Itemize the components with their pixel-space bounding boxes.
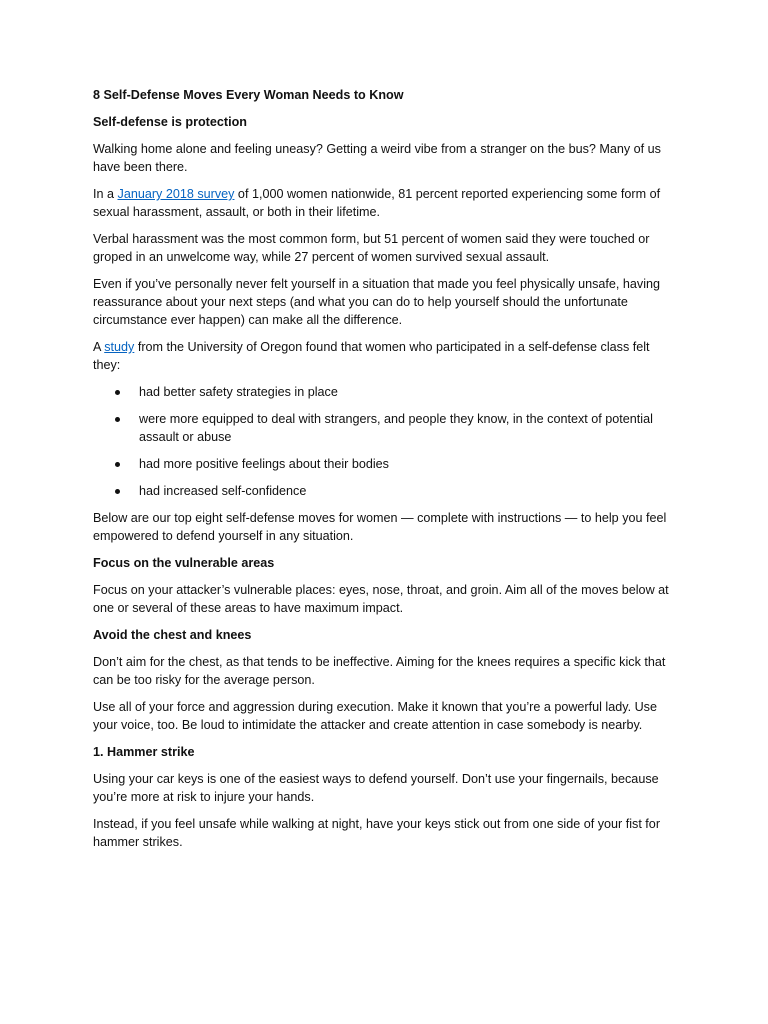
heading-hammer-strike: 1. Hammer strike: [93, 745, 195, 759]
paragraph-force-aggression: Use all of your force and aggression during execution. Make it known that you’re a powerful lady. Use your voice, too. Be loud to intimidate the attacker and create attention in case somebody is nearby.: [93, 700, 657, 732]
paragraph-survey-after: of 1,000 women nationwide, 81 percent reported experiencing some form of sexual harassment, assault, or both in their lifetime.: [93, 187, 661, 219]
list-item-text: had increased self-confidence: [139, 484, 307, 498]
heading-avoid-chest-knees: Avoid the chest and knees: [93, 628, 252, 642]
heading-self-defense-protection: Self-defense is protection: [93, 115, 247, 129]
paragraph-reassurance: Even if you’ve personally never felt yourself in a situation that made you feel physically unsafe, having reassurance about your next steps (and what you can do to help yourself should the unfortunate circumstance ever happen) can make all the difference.: [93, 277, 661, 327]
paragraph-study-after: from the University of Oregon found that women who participated in a self-defense class felt they:: [93, 340, 650, 372]
paragraph-car-keys: Using your car keys is one of the easiest ways to defend yourself. Don’t use your fingernails, because you’re more at risk to injure your hands.: [93, 772, 659, 804]
list-item: [93, 410, 678, 446]
list-item-text: were more equipped to deal with strangers, and people they know, in the context of potential assault or abuse: [139, 412, 653, 444]
benefits-list: [93, 383, 678, 500]
paragraph-top-moves: Below are our top eight self-defense moves for women — complete with instructions — to help you feel empowered to defend yourself in any situation.: [93, 511, 667, 543]
list-item-text: had better safety strategies in place: [139, 385, 338, 399]
study-link[interactable]: study: [104, 340, 135, 354]
bullet-icon: [115, 489, 120, 494]
paragraph-vulnerable-places: Focus on your attacker’s vulnerable places: eyes, nose, throat, and groin. Aim all of the moves below at one or several of these areas to have maximum impact.: [93, 583, 669, 615]
list-item: [93, 482, 678, 500]
document-title: 8 Self-Defense Moves Every Woman Needs to Know: [93, 88, 404, 102]
paragraph-chest-knees: Don’t aim for the chest, as that tends to be ineffective. Aiming for the knees requires a specific kick that can be too risky for the average person.: [93, 655, 666, 687]
survey-link[interactable]: January 2018 survey: [117, 187, 235, 201]
bullet-icon: [115, 462, 120, 467]
paragraph-survey-before: In a: [93, 187, 118, 201]
paragraph-intro: Walking home alone and feeling uneasy? Getting a weird vibe from a stranger on the bus? Many of us have been there.: [93, 142, 661, 174]
paragraph-study-before: A: [93, 340, 105, 354]
bullet-icon: [115, 417, 120, 422]
heading-vulnerable-areas: Focus on the vulnerable areas: [93, 556, 275, 570]
paragraph-survey: [93, 185, 678, 221]
list-item: [93, 383, 678, 401]
paragraph-keys-fist: Instead, if you feel unsafe while walking at night, have your keys stick out from one side of your fist for hammer strikes.: [93, 817, 661, 849]
bullet-icon: [115, 390, 120, 395]
paragraph-verbal-harassment: Verbal harassment was the most common form, but 51 percent of women said they were touched or groped in an unwelcome way, while 27 percent of women survived sexual assault.: [93, 232, 650, 264]
paragraph-study: [93, 338, 678, 374]
list-item-text: had more positive feelings about their bodies: [139, 457, 389, 471]
list-item: [93, 455, 678, 473]
